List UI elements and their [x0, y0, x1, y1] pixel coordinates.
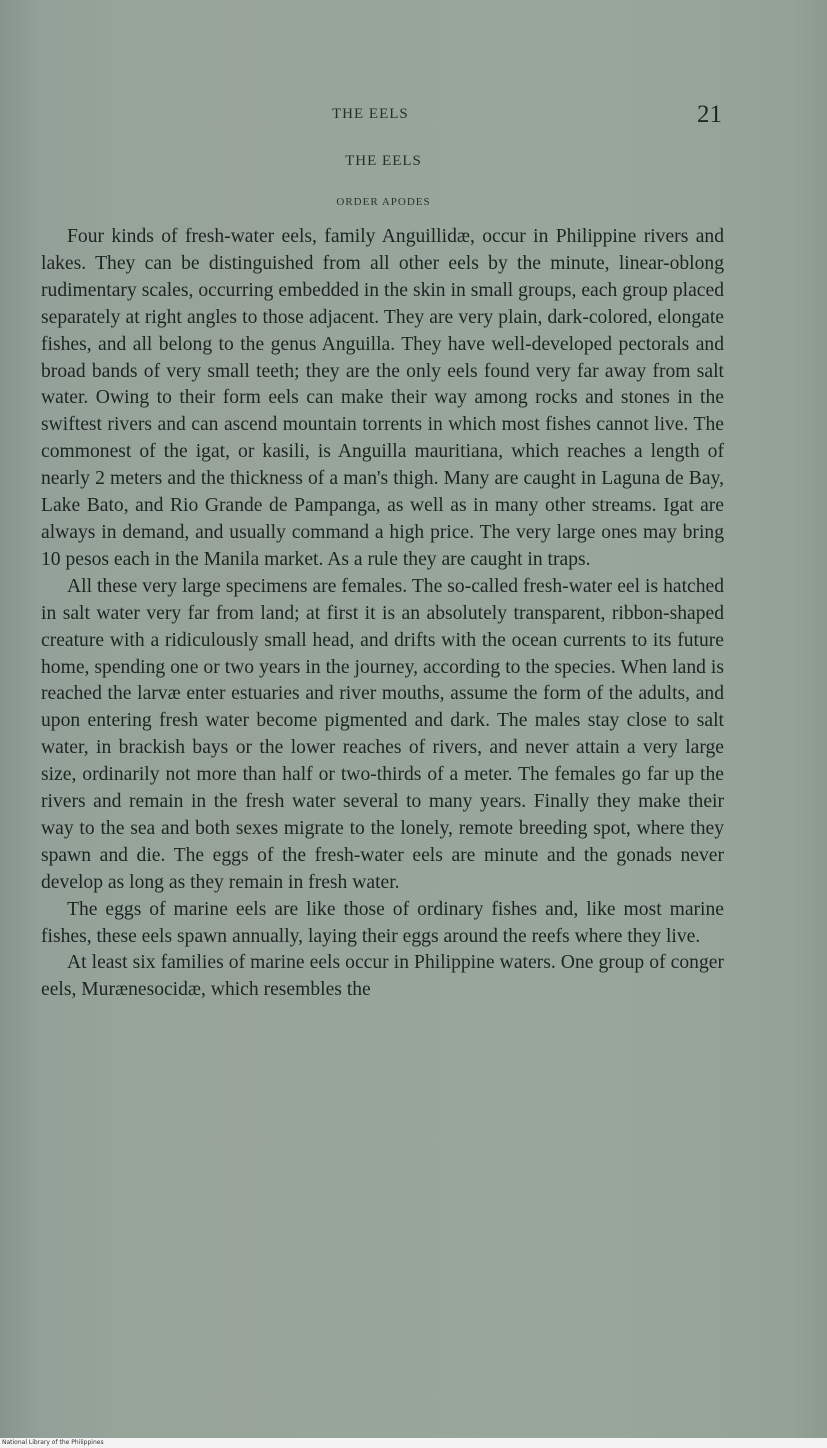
running-head	[0, 101, 827, 134]
paragraph-marine-families: At least six families of marine eels occur in Philippine waters. One group of conger eels, Murænesocidæ, which resembles the	[41, 952, 724, 1001]
page-number: 21	[697, 101, 722, 128]
footer-credit: National Library of the Philippines	[2, 1439, 104, 1446]
footer-bar	[0, 1438, 827, 1448]
paragraph-marine-eel-eggs: The eggs of marine eels are like those of ordinary fishes and, like most marine fishes, these eels spawn annually, laying their eggs around the reefs where they live.	[41, 898, 724, 947]
running-title: THE EELS	[332, 106, 409, 122]
section-title: THE EELS	[345, 153, 422, 169]
order-subtitle: ORDER APODES	[336, 196, 431, 208]
paragraph-eel-lifecycle: All these very large specimens are females. The so-called fresh-water eel is hatched in salt water very far from land; at first it is an absolutely transparent, ribbon-shaped creature with a ridiculously small head, and drifts with the ocean currents to its future home, spending one or two years in the journey, according to the species. When land is reached the larvæ enter estuaries and river mouths, assume the form of the adults, and upon entering fresh water become pigmented and dark. The males stay close to salt water, in brackish bays or the lower reaches of rivers, and never attain a very large size, ordinarily not more than half or two-thirds of a meter. The females go far up the rivers and remain in the fresh water several to many years. Finally they make their way to the sea and both sexes migrate to the lonely, remote breeding spot, where they spawn and die. The eggs of the fresh-water eels are minute and the gonads never develop as long as they remain in fresh water.	[41, 575, 724, 893]
paragraph-freshwater-eels: Four kinds of fresh-water eels, family Anguillidæ, occur in Philippine rivers and lakes. They can be distinguished from all other eels by the minute, linear-oblong rudimentary scales, occurring embedded in the skin in small groups, each group placed separately at right angles to those adjacent. They are very plain, dark-colored, elongate fishes, and all belong to the genus Anguilla. They have well-developed pectorals and broad bands of very small teeth; they are the only eels found very far away from salt water. Owing to their form eels can make their way among rocks and stones in the swiftest rivers and can ascend mountain torrents in which most fishes cannot live. The commonest of the igat, or kasili, is Anguilla mauritiana, which reaches a length of nearly 2 meters and the thickness of a man's thigh. Many are caught in Laguna de Bay, Lake Bato, and Rio Grande de Pampanga, as well as in many other streams. Igat are always in demand, and usually command a high price. The very large ones may bring 10 pesos each in the Manila market. As a rule they are caught in traps.	[41, 226, 724, 570]
body-text	[41, 224, 724, 1004]
